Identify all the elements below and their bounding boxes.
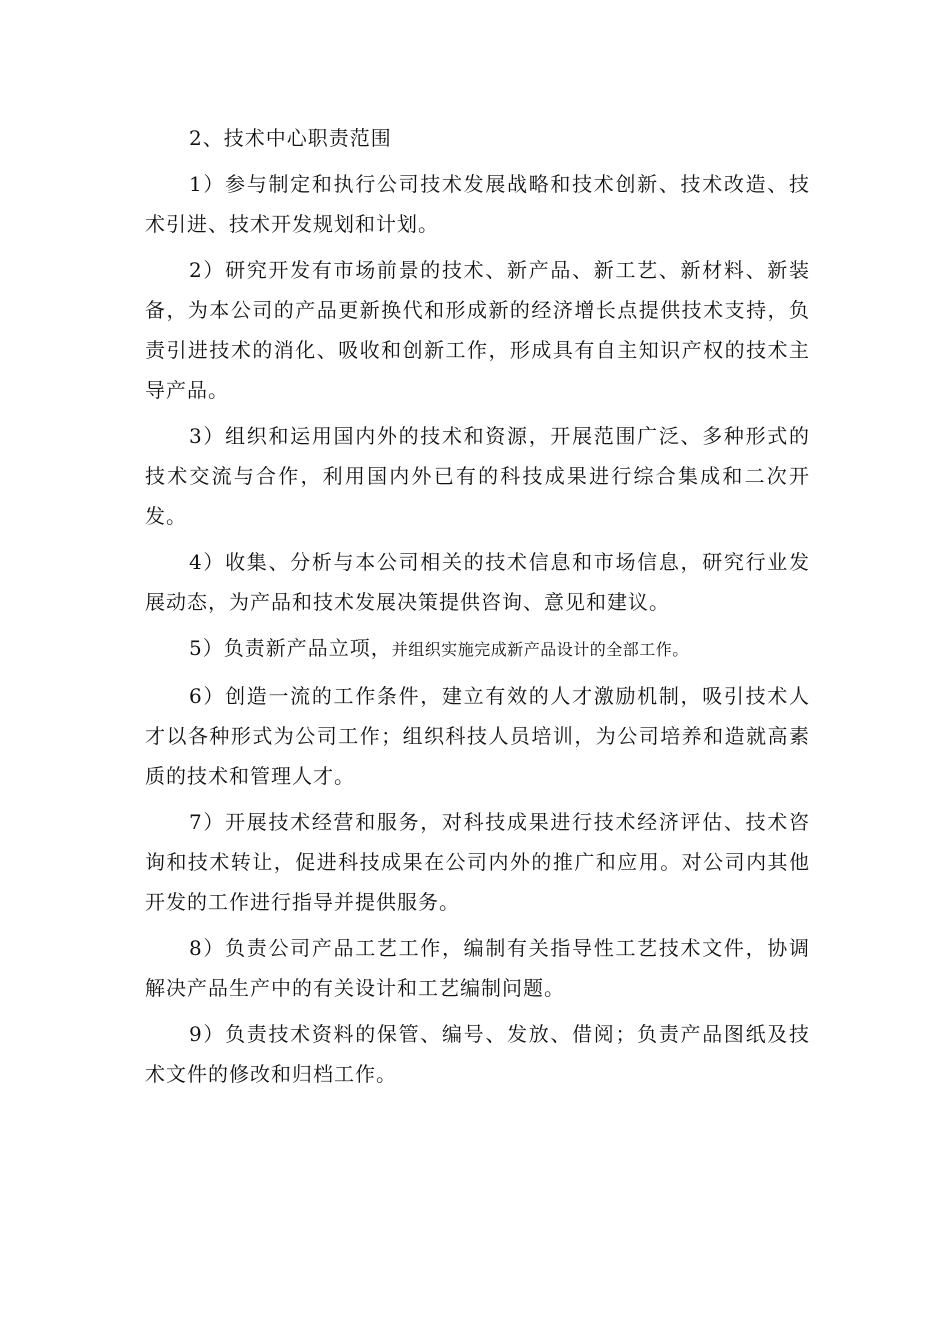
responsibility-item-4: 4）收集、分析与本公司相关的技术信息和市场信息，研究行业发展动态，为产品和技术发展决策提供咨询、意见和建议。 (145, 550, 810, 614)
section-heading: 2、技术中心职责范围 (189, 126, 392, 150)
responsibility-item-9: 9）负责技术资料的保管、编号、发放、借阅；负责产品图纸及技术文件的修改和归档工作。 (145, 1022, 810, 1086)
responsibility-item-5-small: 并组织实施完成新产品设计的全部工作。 (391, 640, 689, 659)
responsibility-item-2: 2）研究开发有市场前景的技术、新产品、新工艺、新材料、新装备，为本公司的产品更新换代和形成新的经济增长点提供技术支持，负责引进技术的消化、吸收和创新工作，形成具有自主知识产权的技术主导产品。 (145, 258, 810, 402)
responsibility-item-3: 3）组织和运用国内外的技术和资源，开展范围广泛、多种形式的技术交流与合作，利用国内外已有的科技成果进行综合集成和二次开发。 (145, 424, 810, 528)
document-body (145, 118, 810, 1094)
responsibility-item-7: 7）开展技术经营和服务，对科技成果进行技术经济评估、技术咨询和技术转让，促进科技成果在公司内外的推广和应用。对公司内其他开发的工作进行指导并提供服务。 (145, 810, 810, 914)
responsibility-item-1: 1）参与制定和执行公司技术发展战略和技术创新、技术改造、技术引进、技术开发规划和计划。 (145, 172, 810, 236)
responsibility-item-5 (145, 628, 810, 670)
responsibility-item-8: 8）负责公司产品工艺工作，编制有关指导性工艺技术文件，协调解决产品生产中的有关设计和工艺编制问题。 (145, 936, 810, 1000)
responsibility-item-5-main: 5）负责新产品立项， (189, 636, 392, 660)
responsibility-item-6: 6）创造一流的工作条件，建立有效的人才激励机制，吸引技术人才以各种形式为公司工作；组织科技人员培训，为公司培养和造就高素质的技术和管理人才。 (145, 684, 810, 788)
